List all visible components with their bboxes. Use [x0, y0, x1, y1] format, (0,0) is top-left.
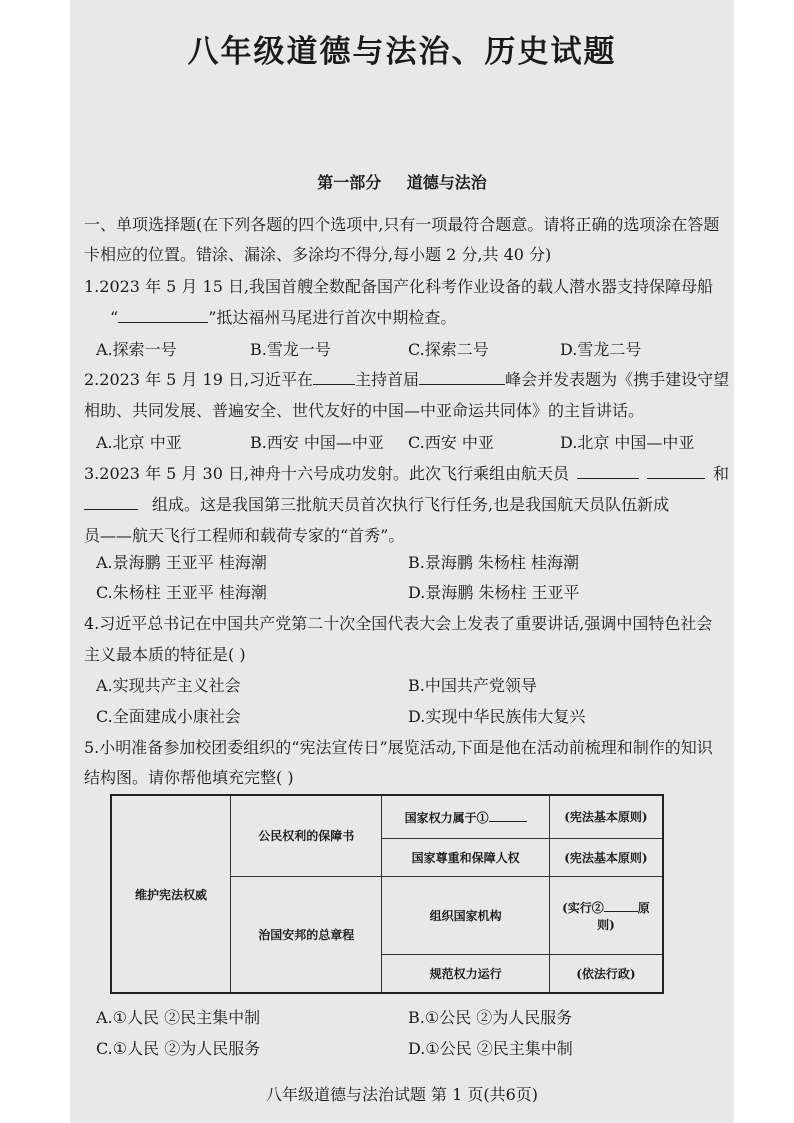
part-label: 第一部分 — [317, 173, 382, 192]
q3-option-d: D.景海鹏 朱杨柱 王亚平 — [408, 583, 580, 602]
q2-option-b: B.西安 中国—中亚 — [250, 433, 384, 452]
q5-option-c: C.①人民 ②为人民服务 — [96, 1039, 261, 1058]
q5-option-b: B.①公民 ②为人民服务 — [408, 1008, 573, 1027]
page-footer: 八年级道德与法治试题 第 1 页(共6页) — [265, 1085, 539, 1104]
q4-option-d: D.实现中华民族伟大复兴 — [408, 707, 586, 726]
q1-quote-open: “ — [110, 308, 119, 327]
q2-option-a: A.北京 中亚 — [96, 433, 182, 452]
q4-option-c: C.全面建成小康社会 — [96, 707, 241, 726]
q5-stem-line1: 5.小明准备参加校团委组织的“宪法宣传日”展览活动,下面是他在活动前梳理和制作的知识 — [84, 738, 713, 757]
structure-branch-1: 公民权利的保障书 — [231, 795, 382, 876]
q1-option-c: C.探索二号 — [408, 340, 489, 359]
q1-stem-line2 — [110, 305, 456, 328]
knowledge-structure-diagram — [110, 794, 664, 994]
q2-option-c: C.西安 中亚 — [408, 433, 494, 452]
q3-stem-part3: 组成。这是我国第三批航天员首次执行飞行任务,也是我国航天员队伍新成 — [152, 495, 670, 514]
q1-option-d: D.雪龙二号 — [560, 340, 642, 359]
q1-stem-tail: ”抵达福州马尾进行首次中期检查。 — [208, 308, 457, 327]
q4-option-b: B.中国共产党领导 — [408, 676, 537, 695]
section-instruction-line2: 卡相应的位置。错涂、漏涂、多涂均不得分,每小题 2 分,共 40 分) — [84, 245, 552, 264]
structure-cell-r1-left — [382, 795, 549, 838]
q2-blank-2 — [419, 370, 505, 385]
structure-cell-r1-right: (宪法基本原则) — [549, 795, 663, 838]
q2-stem-line2: 相助、共同发展、普遍安全、世代友好的中国—中亚命运共同体》的主旨讲话。 — [84, 401, 645, 420]
q3-blank-1 — [577, 464, 639, 479]
q3-stem-line1 — [84, 461, 729, 484]
q3-stem-line3: 员——航天飞行工程师和载荷专家的“首秀”。 — [84, 526, 405, 545]
q1-option-a: A.探索一号 — [96, 340, 177, 359]
structure-cell-r3-right — [549, 876, 663, 954]
structure-root: 维护宪法权威 — [111, 795, 231, 993]
structure-branch-2: 治国安邦的总章程 — [231, 876, 382, 993]
structure-cell-r3-left: 组织国家机构 — [382, 876, 549, 954]
q5-option-d: D.①公民 ②民主集中制 — [408, 1039, 573, 1058]
section-instruction-line1: 一、单项选择题(在下列各题的四个选项中,只有一项最符合题意。请将正确的选项涂在答题 — [84, 215, 720, 234]
q2-blank-1 — [313, 370, 355, 385]
q1-blank — [118, 308, 208, 323]
part-heading — [70, 170, 734, 193]
q5-option-a: A.①人民 ②民主集中制 — [96, 1008, 261, 1027]
structure-cell-r2-left: 国家尊重和保障人权 — [382, 838, 549, 876]
q2-stem-part2: 主持首届 — [355, 370, 420, 389]
q2-stem-part1: 2.2023 年 5 月 19 日,习近平在 — [84, 370, 314, 389]
q2-stem-part3: 峰会并发表题为《携手建设守望 — [505, 370, 730, 389]
structure-cell-r4-left: 规范权力运行 — [382, 954, 549, 993]
q3-blank-3 — [84, 495, 138, 510]
blank-1 — [489, 807, 527, 822]
r3-right-pre: (实行② — [562, 901, 604, 916]
q4-option-a: A.实现共产主义社会 — [96, 676, 241, 695]
q3-option-c: C.朱杨柱 王亚平 桂海潮 — [96, 583, 267, 602]
q2-stem-line1 — [84, 367, 729, 390]
structure-cell-r2-right: (宪法基本原则) — [549, 838, 663, 876]
q3-blank-2 — [647, 464, 705, 479]
part-name: 道德与法治 — [406, 173, 487, 192]
q1-stem-line1: 1.2023 年 5 月 15 日,我国首艘全数配备国产化科考作业设备的载人潜水器支持保障母船 — [84, 277, 714, 296]
blank-2 — [604, 897, 638, 912]
q3-stem-part1: 3.2023 年 5 月 30 日,神舟十六号成功发射。此次飞行乘组由航天员 — [84, 464, 570, 483]
exam-page — [70, 0, 734, 1123]
exam-title: 八年级道德与法治、历史试题 — [187, 34, 617, 70]
q1-option-b: B.雪龙一号 — [250, 340, 331, 359]
q3-stem-part2: 和 — [713, 464, 730, 483]
structure-cell-r4-right: (依法行政) — [549, 954, 663, 993]
r1-left-text: 国家权力属于① — [404, 811, 489, 826]
q4-stem-line2: 主义最本质的特征是( ) — [84, 645, 246, 664]
q3-option-a: A.景海鹏 王亚平 桂海潮 — [96, 553, 267, 572]
q3-stem-line2 — [84, 492, 669, 515]
q4-stem-line1: 4.习近平总书记在中国共产党第二十次全国代表大会上发表了重要讲话,强调中国特色社会 — [84, 614, 713, 633]
q3-option-b: B.景海鹏 朱杨柱 桂海潮 — [408, 553, 580, 572]
q2-option-d: D.北京 中国—中亚 — [560, 433, 695, 452]
q5-stem-line2: 结构图。请你帮他填充完整( ) — [84, 768, 294, 787]
r3-right-post: 原则) — [597, 901, 650, 933]
